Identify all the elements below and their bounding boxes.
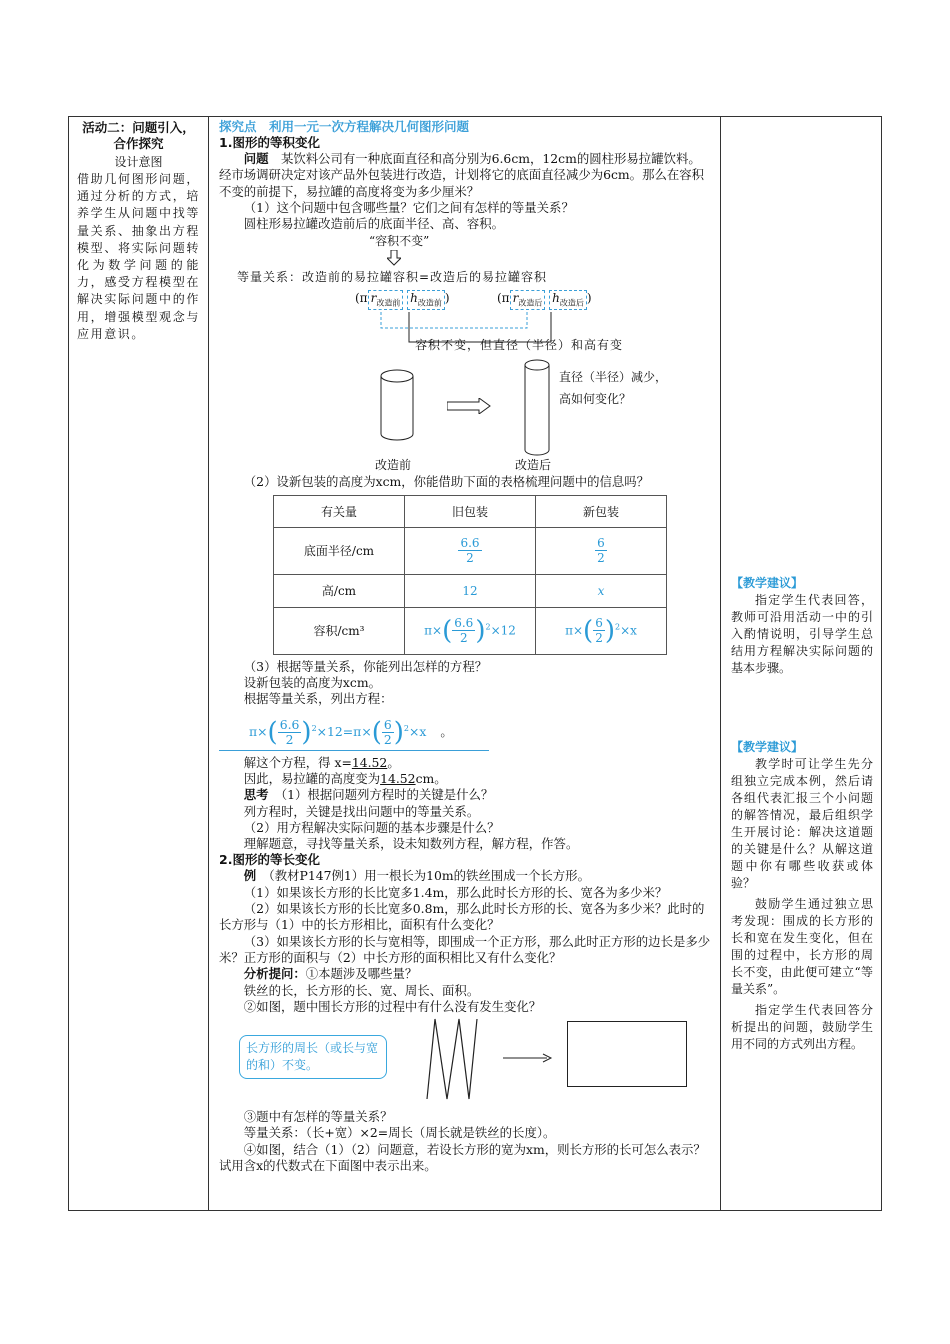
design-intent-text: 借助几何图形问题，通过分析的方式，培养学生从问题中找等量关系、抽象出方程模型、将实际问题转化为数学问题的能力，感受方程模型在解决实际问题中的作用，增强模型观念与应用意识。 <box>77 172 200 341</box>
down-arrow-icon <box>387 250 401 266</box>
rectangle-shape <box>567 1021 687 1087</box>
section-heading: 探究点 利用一元一次方程解决几何图形问题 <box>219 119 470 134</box>
table-cell: 12 <box>405 574 536 607</box>
think-question-1: 思考 （1）根据问题列方程时的关键是什么？ <box>243 787 494 803</box>
think-answer-2: 理解题意，寻找等量关系，设未知数列方程，解方程，作答。 <box>243 836 579 852</box>
teaching-suggestion-1 <box>731 575 873 677</box>
analysis-question-2: ②如图，题中围长方形的过程中有什么没有发生变化？ <box>243 998 542 1014</box>
right-arrow-icon <box>447 398 491 414</box>
info-table <box>273 495 667 655</box>
example-question-2: （2）如果该长方形的长比宽多0.8m，那么此时长方形的长、宽各为多少米？此时的长方形与（1）中的长方形相比，面积有什么变化？ <box>219 901 705 933</box>
diagram-top-label: “容积不变” <box>369 234 430 249</box>
question-2: （2）设新包装的高度为xcm，你能借助下面的表格梳理问题中的信息吗？ <box>243 474 650 490</box>
problem-label: 问题 <box>243 151 269 166</box>
subsection-1-title: 1.图形的等积变化 <box>219 135 320 150</box>
analysis-question-1: 分析提问：①本题涉及哪些量？ <box>243 966 418 982</box>
volume-equality-diagram <box>219 232 713 358</box>
table-header: 有关量 <box>274 495 405 527</box>
equation-line: π×( $\frac{6.6}{2}$ )$^2$×12=π×( $\frac{6}{2}$ )$^2$×x 。 <box>219 708 489 751</box>
think-question-2: （2）用方程解决实际问题的基本步骤是什么？ <box>243 819 500 835</box>
think-answer-1: 列方程时，关键是找出问题中的等量关系。 <box>243 803 480 819</box>
wire-illustration <box>219 1015 713 1107</box>
table-cell: x <box>536 574 667 607</box>
suggestion-title: 【教学建议】 <box>731 576 804 590</box>
example-question-1: （1）如果该长方形的长比宽多1.4m，那么此时长方形的长、宽各为多少米？ <box>243 884 668 900</box>
suggestion-text: 指定学生代表回答分析提出的问题，鼓励学生用不同的方式列出方程。 <box>731 1003 873 1051</box>
suggestion-text: 指定学生代表回答，教师可沿用活动一中的引入酌情说明，引导学生总结用方程解决实际问题的基本步骤。 <box>731 593 873 675</box>
subsection-2-title: 2.图形的等长变化 <box>219 852 320 868</box>
height-box-after: $h_{改造后}$ <box>549 290 587 309</box>
answer-3-line1: 设新包装的高度为xcm。 <box>243 675 381 691</box>
table-cell: π×( $\frac{6.6}{2}$ )$^2$×12 <box>405 607 536 654</box>
teaching-suggestion-2 <box>731 739 873 1053</box>
label-after: 改造后 <box>515 458 552 473</box>
table-header: 新包装 <box>536 495 667 527</box>
activity-column <box>69 117 209 1210</box>
table-cell: $\frac{6}{2}$ <box>536 527 667 574</box>
label-before: 改造前 <box>375 458 412 473</box>
design-intent-label: 设计意图 <box>114 155 163 169</box>
answer-3-line2: 根据等量关系，列出方程： <box>243 691 393 707</box>
example-question-3: （3）如果该长方形的长与宽相等，即围成一个正方形，那么此时正方形的边长是多少米？正方形的面积与（2）中长方形的面积相比又有什么变化？ <box>219 933 711 965</box>
table-header: 旧包装 <box>405 495 536 527</box>
callout-bubble: 长方形的周长（或长与宽的和）不变。 <box>239 1035 387 1079</box>
lesson-table <box>68 116 882 1211</box>
suggestion-title: 【教学建议】 <box>731 740 804 754</box>
zigzag-wire-icon <box>419 1015 479 1105</box>
table-cell: $\frac{6.6}{2}$ <box>405 527 536 574</box>
question-1: （1）这个问题中包含哪些量？它们之间有怎样的等量关系？ <box>243 199 574 215</box>
cylinder-after-icon <box>521 358 555 460</box>
analysis-question-4: ④如图，结合（1）（2）问题意，若设长方形的宽为xm，则长方形的长可怎么表示？试用含x的代数式在下面图中表示出来。 <box>219 1141 706 1174</box>
problem-text: 某饮料公司有一种底面直径和高分别为6.6cm，12cm的圆柱形易拉罐饮料。经市场调研决定对该产品外包装进行改造，计划将它的底面直径减少为6cm。那么在容积不变的前提下，易拉罐的高度将变为多少厘米？ <box>219 151 705 199</box>
table-cell: π×( $\frac{6}{2}$ )$^2$×x <box>536 607 667 654</box>
after-volume-term: (π $r_{改造后}$ $h_{改造后}$ ) <box>497 291 592 308</box>
conclusion-line: 因此，易拉罐的高度变为14.52cm。 <box>243 770 447 786</box>
solve-line: 解这个方程，得 x=14.52。 <box>243 754 400 770</box>
suggestion-text: 教学时可让学生先分组独立完成本例，然后请各组代表汇报三个小问题的解答情况，最后组织学生开展讨论：解决这道题的关键是什么？从解这道题中你有哪些收获或体验？ <box>731 757 873 890</box>
radius-box-before: $r_{改造前}$ <box>368 290 404 309</box>
answer-1: 圆柱形易拉罐改造前后的底面半径、高、容积。 <box>243 216 504 232</box>
table-cell: 底面半径/cm <box>274 527 405 574</box>
analysis-answer-3: 等量关系：（长+宽）×2=周长（周长就是铁丝的长度）。 <box>243 1125 556 1141</box>
radius-box-after: $r_{改造后}$ <box>510 290 546 309</box>
height-box-before: $h_{改造前}$ <box>407 290 445 309</box>
content-column <box>211 117 719 1210</box>
analysis-answer-1: 铁丝的长，长方形的长、宽、周长、面积。 <box>243 982 480 998</box>
table-cell: 高/cm <box>274 574 405 607</box>
suggestion-column <box>720 117 882 1210</box>
cylinder-before-icon <box>377 368 417 448</box>
arrow-icon <box>503 1053 553 1063</box>
diagram-equation: 等量关系：改造前的易拉罐容积=改造后的易拉罐容积 <box>237 270 548 285</box>
activity-title: 活动二：问题引入，合作探究 <box>82 120 195 151</box>
diagram-note: 容积不变，但直径（半径）和高有变 <box>415 338 624 353</box>
analysis-question-3: ③题中有怎样的等量关系？ <box>243 1109 393 1125</box>
problem-paragraph <box>219 151 713 200</box>
example-paragraph: 例 （教材P147例1）用一根长为10m的铁丝围成一个长方形。 <box>243 868 590 884</box>
question-3: （3）根据等量关系，你能列出怎样的方程？ <box>243 658 488 674</box>
before-volume-term: (π $r_{改造前}$ $h_{改造前}$ ) <box>355 291 450 308</box>
suggestion-text: 鼓励学生通过独立思考发现：围成的长方形的长和宽在发生变化，但在围的过程中，长方形的周长不变，由此便可建立“等量关系”。 <box>731 897 873 996</box>
table-cell: 容积/cm³ <box>274 607 405 654</box>
cylinder-illustration <box>219 358 713 473</box>
cylinder-note: 直径（半径）减少， 高如何变化？ <box>559 370 668 407</box>
